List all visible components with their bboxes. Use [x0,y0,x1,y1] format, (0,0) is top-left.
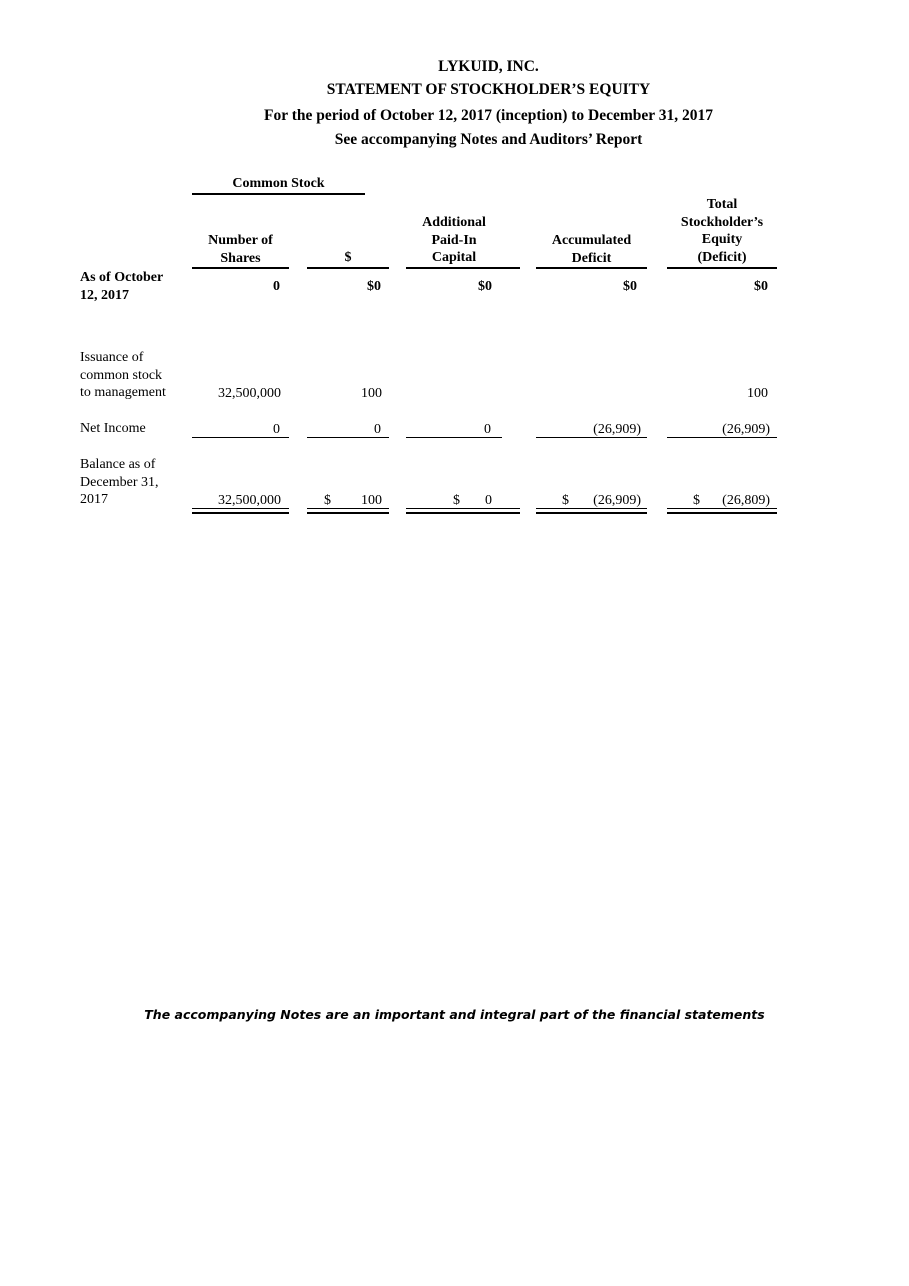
balance-amount: 100 [361,493,382,508]
subtotal-line-deficit [536,437,647,438]
balance-apic-currency: $ [453,493,460,508]
net-income-total: (26,909) [722,422,770,437]
col-underline-deficit [536,267,647,269]
net-income-shares: 0 [273,422,280,437]
opening-total: $0 [754,279,768,294]
total-line-total [667,508,777,514]
footer-note: The accompanying Notes are an important and integral part of the financial statements [144,1007,765,1022]
statement-period: For the period of October 12, 2017 (inception) to December 31, 2017 [264,107,713,124]
col-underline-apic [406,267,520,269]
company-name: LYKUID, INC. [438,58,539,75]
total-line-amount [307,508,389,514]
col-header-amount: $ [344,250,352,265]
subtotal-line-apic [406,437,502,438]
balance-deficit-currency: $ [562,493,569,508]
balance-total-currency: $ [693,493,700,508]
subtotal-line-amount [307,437,389,438]
total-line-deficit [536,508,647,514]
total-line-shares [192,508,289,514]
net-income-amount: 0 [374,422,381,437]
col-header-deficit: Accumulated Deficit [551,233,632,266]
col-underline-shares [192,267,289,269]
issuance-shares: 32,500,000 [218,386,281,401]
col-header-shares: Number of Shares [208,233,273,266]
balance-total: (26,809) [722,493,770,508]
row-label-opening: As of October 12, 2017 [80,270,164,303]
balance-shares: 32,500,000 [218,493,281,508]
total-line-apic [406,508,520,514]
opening-deficit: $0 [623,279,637,294]
subtotal-line-shares [192,437,289,438]
issuance-amount: 100 [361,386,382,401]
statement-note: See accompanying Notes and Auditors’ Report [334,131,643,148]
balance-amount-currency: $ [324,493,331,508]
common-stock-underline [192,193,365,195]
net-income-deficit: (26,909) [593,422,641,437]
opening-shares: 0 [273,279,280,294]
net-income-apic: 0 [484,422,491,437]
statement-title: STATEMENT OF STOCKHOLDER’S EQUITY [326,81,651,98]
subtotal-line-total [667,437,777,438]
opening-apic: $0 [478,279,492,294]
common-stock-group-header: Common Stock [232,176,325,191]
row-label-balance: Balance as of December 31, 2017 [80,457,159,507]
row-label-net-income: Net Income [80,421,146,436]
col-header-total: Total Stockholder’s Equity (Deficit) [680,197,764,265]
balance-deficit: (26,909) [593,493,641,508]
col-underline-amount [307,267,389,269]
issuance-total: 100 [747,386,768,401]
row-label-issuance: Issuance of common stock to management [80,350,166,400]
col-underline-total [667,267,777,269]
col-header-apic: Additional Paid-In Capital [422,215,486,265]
opening-amount: $0 [367,279,381,294]
balance-apic: 0 [485,493,492,508]
